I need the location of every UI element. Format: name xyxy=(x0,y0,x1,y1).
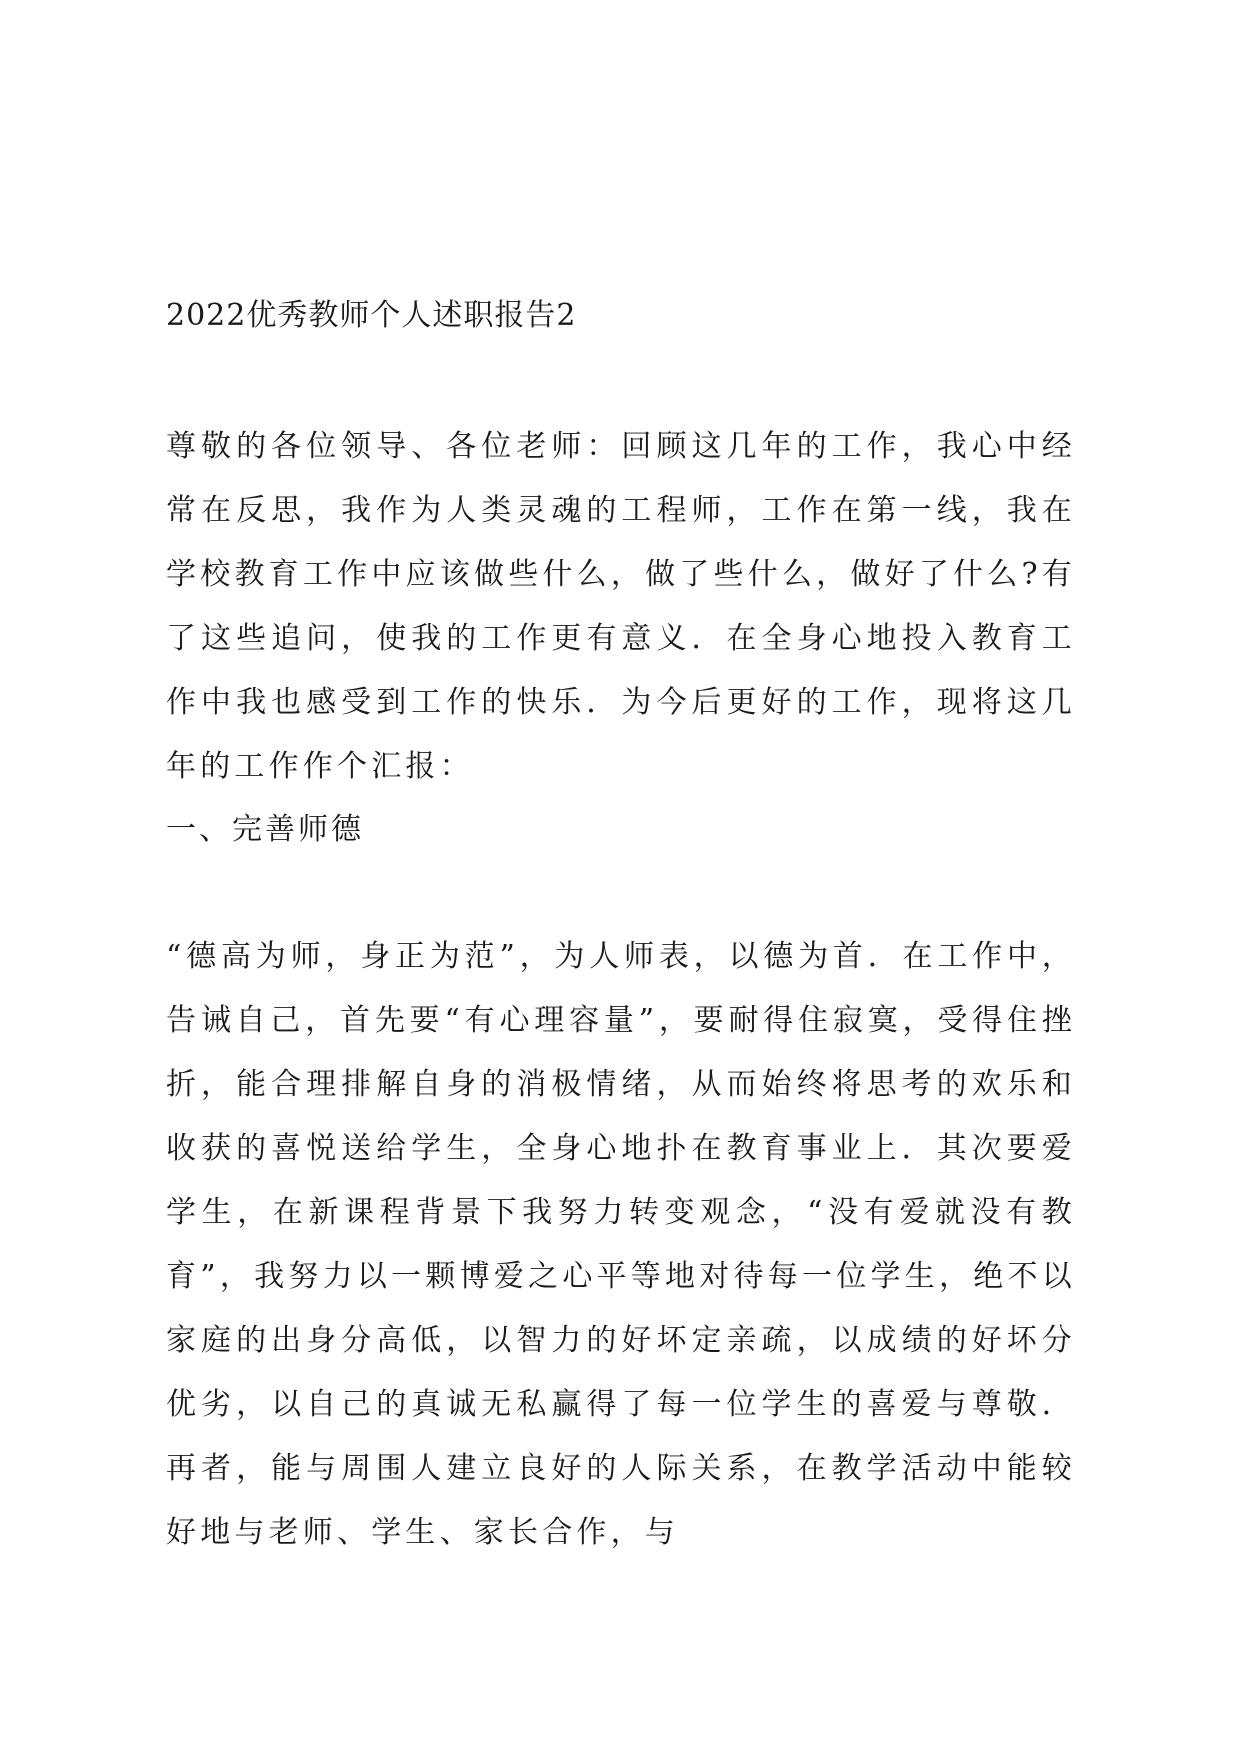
document-title: 2022优秀教师个人述职报告2 xyxy=(166,298,577,333)
intro-paragraph: 尊敬的各位领导、各位老师：回顾这几年的工作，我心中经常在反思，我作为人类灵魂的工程师，工作在第一线，我在学校教育工作中应该做些什么，做了些什么，做好了什么?有了这些追问，使我的工作更有意义．在全身心地投入教育工作中我也感受到工作的快乐．为今后更好的工作，现将这几年的工作作个汇报： xyxy=(166,429,1076,784)
section-heading: 一、完善师德 xyxy=(166,812,364,847)
section-body-paragraph: “德高为师，身正为范”，为人师表，以德为首．在工作中，告诫自己，首先要“有心理容量”，要耐得住寂寞，受得住挫折，能合理排解自身的消极情绪，从而始终将思考的欢乐和收获的喜悦送给学生，全身心地扑在教育事业上．其次要爱学生，在新课程背景下我努力转变观念，“没有爱就没有教育”，我努力以一颗博爱之心平等地对待每一位学生，绝不以家庭的出身分高低，以智力的好坏定亲疏，以成绩的好坏分优劣，以自己的真诚无私赢得了每一位学生的喜爱与尊敬．再者，能与周围人建立良好的人际关系，在教学活动中能较好地与老师、学生、家长合作，与 xyxy=(166,939,1076,1550)
